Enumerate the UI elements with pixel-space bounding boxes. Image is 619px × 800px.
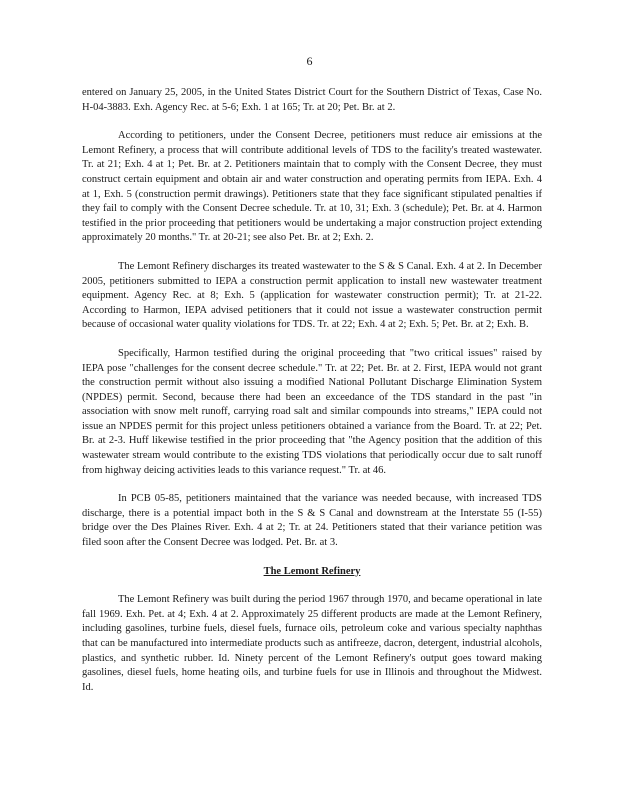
page-number: 6 xyxy=(306,54,313,68)
paragraph-refinery-history: The Lemont Refinery was built during the period 1967 through 1970, and became operational in late fall 1969. Exh. Pet. at 4; Exh. 4 at 2. Approximately 25 different products are made at the Lemont Refinery, including gasolines, turbine fuels, diesel fuels, furnace oils, petroleum coke and various specialty naphthas that can be manufactured into intermediate products such as antifreeze, dacron, detergent, industrial alcohols, plastics, and synthetic rubber. Id. Ninety percent of the Lemont Refinery's output goes toward making gasolines, diesel fuels, home heating oils, and turbine fuels for use in Illinois and throughout the Midwest. Id. xyxy=(82,594,542,693)
body-text xyxy=(82,86,542,695)
paragraph-consent-decree: According to petitioners, under the Consent Decree, petitioners must reduce air emissions at the Lemont Refinery, a process that will contribute additional levels of TDS to the facility's treated wastewater. Tr. at 21; Exh. 4 at 1; Pet. Br. at 2. Petitioners maintain that to comply with the Consent Decree, they must construct certain equipment and obtain air and water construction and operating permits from IEPA. Exh. 4 at 1, Exh. 5 (construction permit drawings). Petitioners state that they face significant stipulated penalties if they fail to comply with the Consent Decree schedule. Tr. at 10, 31; Exh. 3 (schedule); Pet. Br. at 4. Harmon testified in the prior proceeding that petitioners would be undertaking a major construction project extending approximately 20 months." Tr. at 20-21; see also Pet. Br. at 2; Exh. 2. xyxy=(82,130,542,244)
section-heading: The Lemont Refinery xyxy=(263,565,361,577)
paragraph-variance-need: In PCB 05-85, petitioners maintained that the variance was needed because, with increased TDS discharge, there is a potential impact both in the S & S Canal and downstream at the Interstate 55 (I-55) bridge over the Des Plaines River. Exh. 4 at 2; Tr. at 24. Petitioners stated that their variance petition was filed soon after the Consent Decree was lodged. Pet. Br. at 3. xyxy=(82,493,542,549)
paragraph-continuation: entered on January 25, 2005, in the United States District Court for the Southern District of Texas, Case No. H-04-3883. Exh. Agency Rec. at 5-6; Exh. 1 at 165; Tr. at 20; Pet. Br. at 2. xyxy=(82,87,542,113)
paragraph-wastewater-discharge: The Lemont Refinery discharges its treated wastewater to the S & S Canal. Exh. 4 at 2. In December 2005, petitioners submitted to IEPA a construction permit application to install new wastewater treatment equipment. Agency Rec. at 8; Exh. 5 (application for wastewater construction permit); Tr. at 21-22. According to Harmon, IEPA advised petitioners that it could not issue a wastewater construction permit because of occasional water quality violations for TDS. Tr. at 22; Exh. 4 at 2; Exh. 5; Pet. Br. at 2; Exh. B. xyxy=(82,260,542,331)
paragraph-critical-issues: Specifically, Harmon testified during the original proceeding that "two critical issues" raised by IEPA pose "challenges for the consent decree schedule." Tr. at 22; Pet. Br. at 2. First, IEPA would not grant the construction permit without also issuing a modified National Pollutant Discharge Elimination System (NPDES) permit. Second, because there had been an exceedance of the TDS standard in the past "in association with snow melt runoff, carrying road salt and similar compounds into streams," IEPA could not issue an NPDES permit for this project unless petitioners obtained a variance from the Board. Tr. at 22; Pet. Br. at 2-3. Huff likewise testified in the prior proceeding that "the Agency position that the addition of this wastewater stream would contribute to the existing TDS violations that periodically occur due to salt runoff from highway deicing activities leads to this variance request." Tr. at 46. xyxy=(82,347,542,476)
